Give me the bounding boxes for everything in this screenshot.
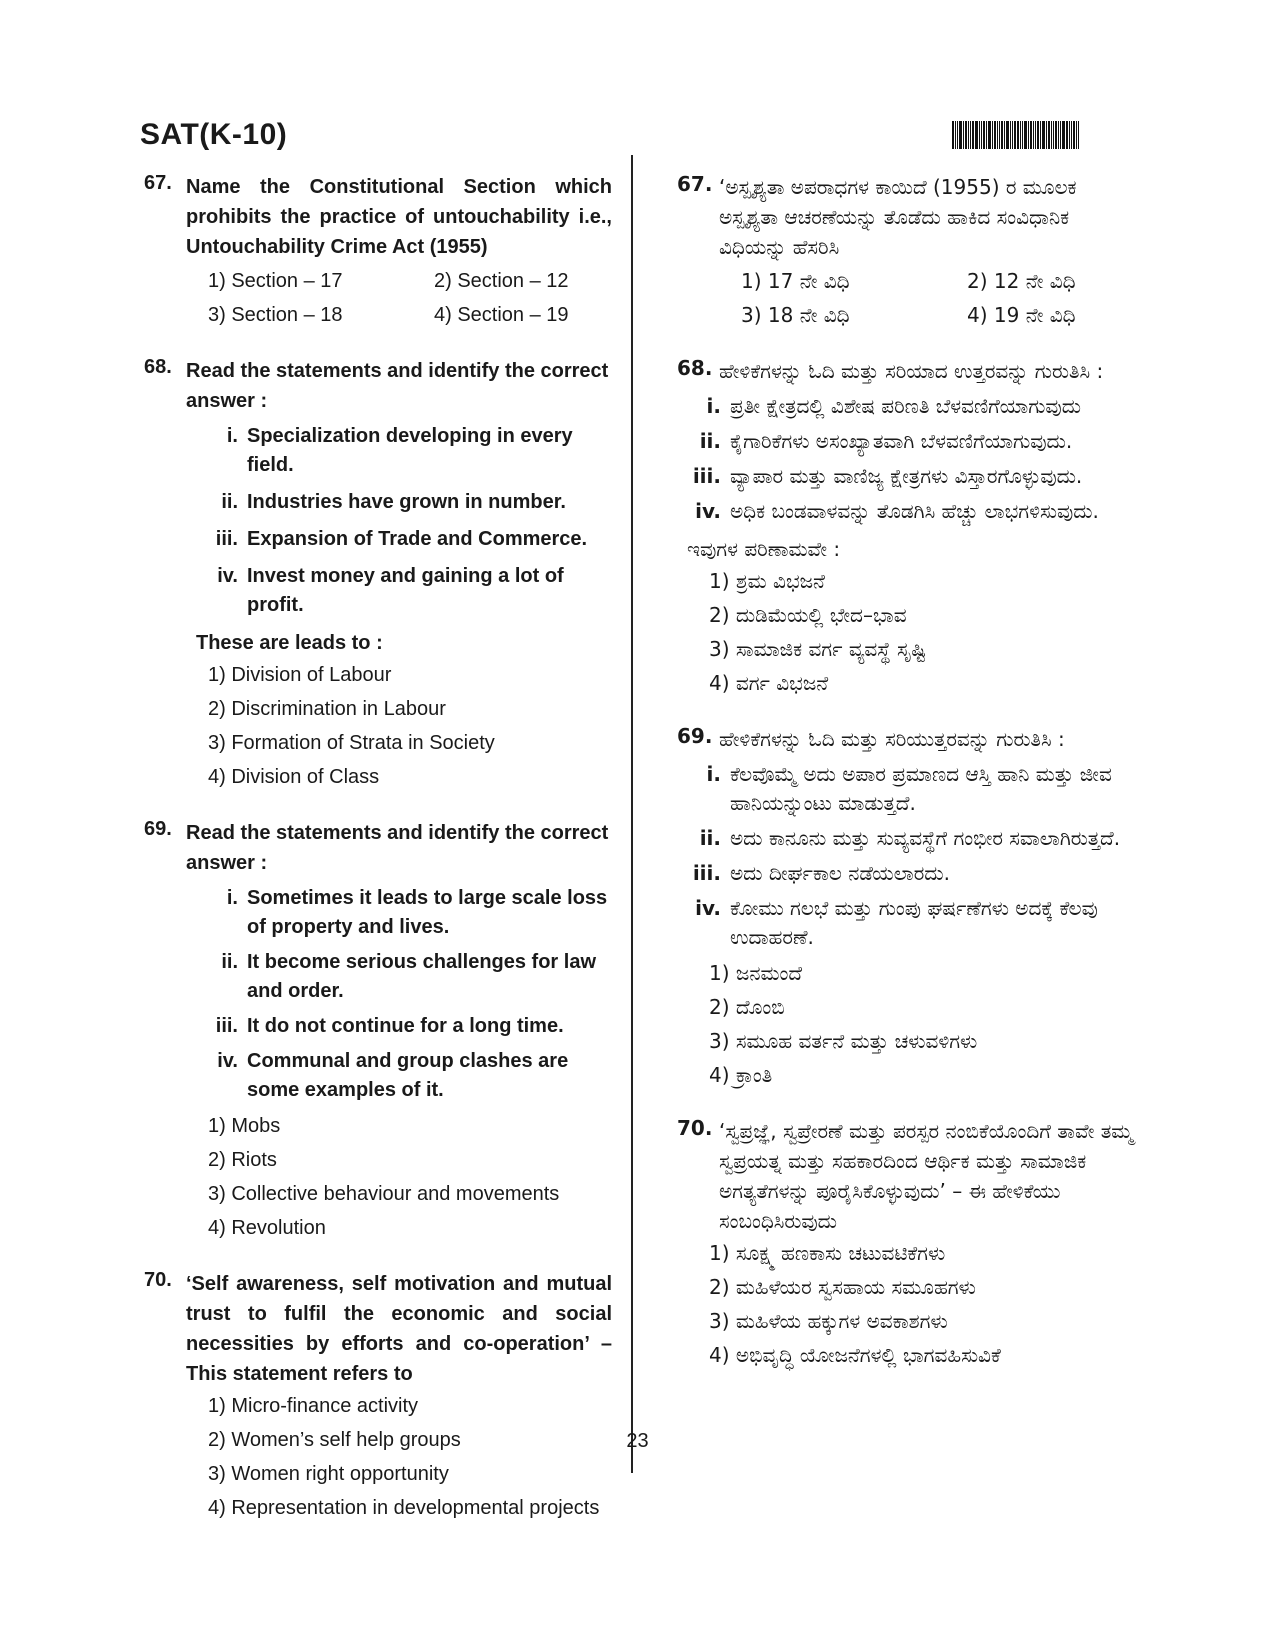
option: 3) Women right opportunity	[208, 1463, 449, 1485]
option: 1) Section – 17	[208, 270, 343, 292]
question-70	[144, 1269, 612, 1523]
page-number: 23	[626, 1430, 649, 1452]
options	[709, 958, 1139, 1090]
options	[709, 1238, 1139, 1370]
question-text: Read the statements and identify the correct answer :	[186, 360, 609, 412]
option: 4) ಅಭಿವೃದ್ಧಿ ಯೋಜನೆಗಳಲ್ಲಿ ಭಾಗವಹಿಸುವಿಕೆ	[709, 1343, 1001, 1367]
option: 4) Representation in developmental projects	[208, 1497, 600, 1519]
question-69	[144, 818, 612, 1243]
option: 3) Formation of Strata in Society	[208, 732, 495, 754]
options	[208, 1111, 612, 1243]
option: 4) Section – 19	[434, 304, 569, 326]
barcode-icon	[952, 121, 1124, 149]
question-text: Name the Constitutional Section which prohibits the practice of untouchability i.e., Untouchability Crime Act (1955)	[186, 176, 612, 258]
option: 4) ಕ್ರಾಂತಿ	[709, 1063, 773, 1087]
statement: iv. Communal and group clashes are some examples of it.	[217, 1050, 569, 1101]
option: 4) Division of Class	[208, 766, 380, 788]
option: 2) ದೊಂಬಿ	[709, 995, 785, 1019]
statement: ii. It become serious challenges for law and order.	[221, 951, 597, 1002]
statements	[194, 884, 612, 1105]
question-number: 68.	[677, 356, 713, 380]
option: 3) ಮಹಿಳೆಯ ಹಕ್ಕುಗಳ ಅವಕಾಶಗಳು	[709, 1309, 948, 1333]
option: 2) Section – 12	[434, 270, 569, 292]
question-text: ಹೇಳಿಕೆಗಳನ್ನು ಓದಿ ಮತ್ತು ಸರಿಯಾದ ಉತ್ತರವನ್ನು ಗುರುತಿಸಿ :	[719, 359, 1104, 383]
question-number: 68.	[144, 356, 172, 378]
statement: iv. ಕೋಮು ಗಲಭೆ ಮತ್ತು ಗುಂಪು ಘರ್ಷಣೆಗಳು ಅದಕ್ಕೆ ಕೆಲವು ಉದಾಹರಣೆ.	[695, 896, 1098, 949]
question-number: 67.	[144, 172, 172, 194]
options	[208, 1391, 612, 1523]
question-number: 67.	[677, 172, 713, 196]
kannada-column	[677, 172, 1139, 1392]
question-69	[677, 724, 1139, 1090]
statement: i. Sometimes it leads to large scale loss of property and lives.	[226, 887, 608, 938]
option: 3) Collective behaviour and movements	[208, 1183, 560, 1205]
question-text: ‘Self awareness, self motivation and mutual trust to fulfil the economic and social necessities by efforts and co-operation’ – This statement refers to	[186, 1273, 612, 1385]
english-column	[144, 172, 612, 1545]
question-number: 70.	[677, 1116, 713, 1140]
option: 1) ಶ್ರಮ ವಿಭಜನೆ	[709, 569, 825, 593]
option: 2) Riots	[208, 1149, 277, 1171]
option: 3) ಸಮೂಹ ವರ್ತನೆ ಮತ್ತು ಚಳುವಳಿಗಳು	[709, 1029, 978, 1053]
lead-text: ಇವುಗಳ ಪರಿಣಾಮವೇ :	[687, 537, 841, 561]
statement: iv. ಅಧಿಕ ಬಂಡವಾಳವನ್ನು ತೊಡಗಿಸಿ ಹೆಚ್ಚು ಲಾಭಗಳಿಸುವುದು.	[695, 499, 1099, 523]
lead-text: These are leads to :	[196, 632, 383, 654]
question-text: ‘ಅಸ್ಪೃಶ್ಯತಾ ಅಪರಾಧಗಳ ಕಾಯಿದೆ (1955) ರ ಮೂಲಕ ಅಸ್ಪೃಶ್ಯತಾ ಆಚರಣೆಯನ್ನು ತೊಡೆದು ಹಾಕಿದ ಸಂವಿಧಾನಿಕ ವಿಧಿಯನ್ನು ಹೆಸರಿಸಿ	[719, 175, 1077, 259]
option: 3) 18 ನೇ ವಿಧಿ	[741, 303, 850, 327]
option: 3) Section – 18	[208, 304, 343, 326]
option: 2) ದುಡಿಮೆಯಲ್ಲಿ ಭೇದ–ಭಾವ	[709, 603, 907, 627]
option: 4) 19 ನೇ ವಿಧಿ	[967, 303, 1076, 327]
statement: ii. Industries have grown in number.	[221, 491, 566, 513]
question-68	[677, 356, 1139, 698]
options	[208, 660, 612, 792]
option: 1) Micro-finance activity	[208, 1395, 419, 1417]
statement: ii. ಅದು ಕಾನೂನು ಮತ್ತು ಸುವ್ಯವಸ್ಥೆಗೆ ಗಂಭೀರ ಸವಾಲಾಗಿರುತ್ತದೆ.	[699, 826, 1121, 850]
question-number: 70.	[144, 1269, 172, 1291]
statements	[677, 760, 1139, 952]
option: 2) 12 ನೇ ವಿಧಿ	[967, 269, 1076, 293]
option: 4) ವರ್ಗ ವಿಭಜನೆ	[709, 671, 829, 695]
statement: i. ಕೆಲವೊಮ್ಮೆ ಅದು ಅಪಾರ ಪ್ರಮಾಣದ ಆಸ್ತಿ ಹಾನಿ ಮತ್ತು ಜೀವ ಹಾನಿಯನ್ನುಂಟು ಮಾಡುತ್ತದೆ.	[706, 762, 1112, 815]
options	[741, 266, 1139, 330]
options	[709, 566, 1139, 698]
question-67	[144, 172, 612, 330]
question-text: Read the statements and identify the correct answer :	[186, 822, 609, 874]
question-number: 69.	[677, 724, 713, 748]
question-text: ‘ಸ್ವಪ್ರಜ್ಞೆ, ಸ್ವಪ್ರೇರಣೆ ಮತ್ತು ಪರಸ್ಪರ ನಂಬಿಕೆಯೊಂದಿಗೆ ತಾವೇ ತಮ್ಮ ಸ್ವಪ್ರಯತ್ನ ಮತ್ತು ಸಹಕಾರದಿಂದ ಆರ್ಥಿಕ ಮತ್ತು ಸಾಮಾಜಿಕ ಅಗತ್ಯತೆಗಳನ್ನು ಪೂರೈಸಿಕೊಳ್ಳುವುದು’ – ಈ ಹೇಳಿಕೆಯು ಸಂಬಂಧಿಸಿರುವುದು	[719, 1119, 1134, 1233]
statement: iii. ಅದು ದೀರ್ಘಕಾಲ ನಡೆಯಲಾರದು.	[692, 861, 950, 885]
option: 1) Division of Labour	[208, 664, 392, 686]
option: 2) Women’s self help groups	[208, 1429, 461, 1451]
column-divider	[631, 155, 633, 1473]
option: 2) ಮಹಿಳೆಯರ ಸ್ವಸಹಾಯ ಸಮೂಹಗಳು	[709, 1275, 976, 1299]
option: 1) Mobs	[208, 1115, 281, 1137]
question-67	[677, 172, 1139, 330]
statement: iv. Invest money and gaining a lot of profit.	[217, 565, 564, 616]
option: 1) 17 ನೇ ವಿಧಿ	[741, 269, 850, 293]
question-text: ಹೇಳಿಕೆಗಳನ್ನು ಓದಿ ಮತ್ತು ಸರಿಯುತ್ತರವನ್ನು ಗುರುತಿಸಿ :	[719, 727, 1065, 751]
question-68	[144, 356, 612, 792]
statement: i. Specialization developing in every field.	[226, 425, 573, 476]
statement: iii. ವ್ಯಾಪಾರ ಮತ್ತು ವಾಣಿಜ್ಯ ಕ್ಷೇತ್ರಗಳು ವಿಸ್ತಾರಗೊಳ್ಳುವುದು.	[692, 464, 1083, 488]
page-header-title: SAT(K-10)	[140, 118, 288, 151]
statements	[677, 392, 1139, 526]
option: 2) Discrimination in Labour	[208, 698, 446, 720]
option: 4) Revolution	[208, 1217, 326, 1239]
statement: i. ಪ್ರತೀ ಕ್ಷೇತ್ರದಲ್ಲಿ ವಿಶೇಷ ಪರಿಣತಿ ಬೆಳವಣಿಗೆಯಾಗುವುದು	[706, 394, 1081, 418]
option: 1) ಜನಮಂದೆ	[709, 961, 803, 985]
question-70	[677, 1116, 1139, 1370]
statement: iii. It do not continue for a long time.	[215, 1015, 564, 1037]
question-number: 69.	[144, 818, 172, 840]
option: 3) ಸಾಮಾಜಿಕ ವರ್ಗ ವ್ಯವಸ್ಥೆ ಸೃಷ್ಟಿ	[709, 637, 927, 661]
statement: ii. ಕೈಗಾರಿಕೆಗಳು ಅಸಂಖ್ಯಾತವಾಗಿ ಬೆಳವಣಿಗೆಯಾಗುವುದು.	[699, 429, 1073, 453]
statement: iii. Expansion of Trade and Commerce.	[215, 528, 588, 550]
option: 1) ಸೂಕ್ಷ್ಮ ಹಣಕಾಸು ಚಟುವಟಿಕೆಗಳು	[709, 1241, 946, 1265]
statements	[194, 422, 612, 620]
options	[208, 266, 612, 330]
